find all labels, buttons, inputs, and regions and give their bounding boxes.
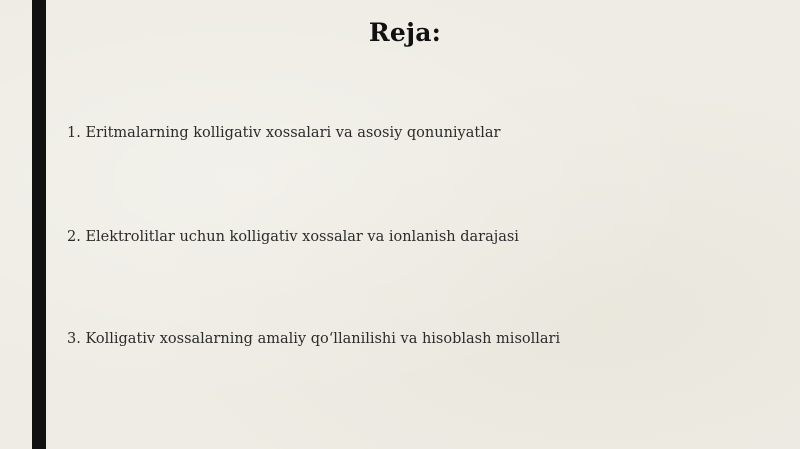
list-item: 1. Eritmalarning kolligativ xossalari va asosiy qonuniyatlar [67, 125, 501, 141]
list-item: 3. Kolligativ xossalarning amaliy qo‘llanilishi va hisoblash misollari [67, 331, 561, 347]
slide-title: Reja: [368, 18, 442, 47]
list-item: 2. Elektrolitlar uchun kolligativ xossalar va ionlanish darajasi [67, 229, 519, 245]
accent-bar [32, 0, 46, 449]
